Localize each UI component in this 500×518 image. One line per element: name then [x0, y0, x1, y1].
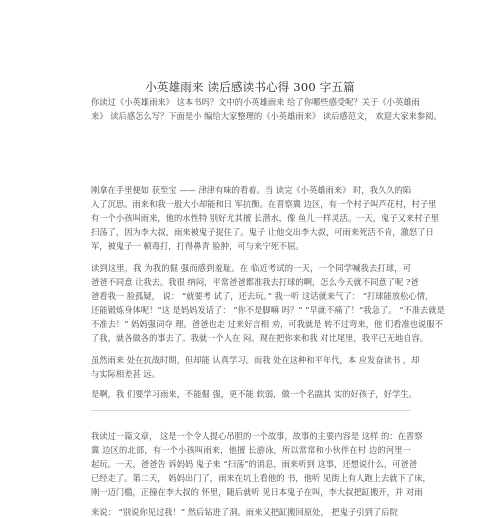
paragraph-line: 入了沉思。雨来和我一般大小却能和日 军抗衡。在晋察冀 边区，有一个村子叫芦花村，村子里: [91, 199, 437, 209]
paragraph-line: 与实际相差甚 远。: [91, 369, 161, 379]
paragraph-line: 来说： “别说你见过我！” 然后钻进了洞。雨来又把缸搬回原处， 把鬼子引到了后院: [91, 507, 398, 517]
paragraph-line: 了我，就各做各的事去了。我就一个人在 闷。现在把你来和我 对比尾里，我平已无地自容。: [91, 333, 429, 343]
paragraph-line: 有一个小孩叫雨来，他的水性特 别好尤其擅 长潜水，像 鱼儿一样灵活。一天，鬼子又来村子里: [91, 213, 440, 223]
paragraph-line: 刚拿在手里便如 获至宝 —— 津津有味的看着。当 读完《小英雄雨来》 时，我久久的陷: [91, 185, 412, 195]
document-title: 小英雄雨来 读后感读书心得 300 字五篇: [145, 80, 355, 94]
intro-line: 你读过《小英雄雨来》 这本书吗？文中的小英雄雨来 给了你哪些感受呢？关于《小英雄雨: [91, 97, 420, 107]
section-divider: [91, 410, 411, 411]
paragraph-line: 爸看我一 脸孤疑， 说： “就要考 试了，还去玩。” 我一听 这话就来气了： “打球能放松心情，: [91, 291, 434, 301]
paragraph-line: 军，被鬼子一 顿毒打，打得鼻青 脸肿，可与来宁死不屈。: [91, 241, 304, 251]
paragraph-line: 是啊，我 们要学习雨来，不能倔 强，更不能 软弱，做一个名副其 实的好孩子，好学生。: [91, 389, 417, 399]
paragraph-line: 虽然雨来 处在抗战时期，但却能 认真学习。而我 处在这种和平年代，本 应发奋读书 ，却: [91, 355, 420, 365]
paragraph-line: 读到这里，我 为我的倔 强而感到羞耻。在 临近考试的一天，一个同学喊我去打球，可: [91, 263, 411, 273]
paragraph-line: 刚一迈门槛，正撞在李大叔的 怀里，随后就听 见日本鬼子在叫，李大叔把缸搬开，并 对雨: [91, 487, 423, 497]
paragraph-line: 冀 边区的北部，有一个小孩叫雨来，他擅 长游泳，所以常常和小伙伴在村 边的河里一: [91, 445, 411, 455]
paragraph-line: 已经走了。第二天， 妈妈出门了，雨来在坑上看他的 书，他听 见街上有人跑上去就下了床，: [91, 473, 431, 483]
intro-line: 来》 读后感怎么写？下面是小 编给大家整理的《小英雄雨来》 读后感范文， 欢迎大家来参阅。: [91, 111, 442, 121]
paragraph-line: 起玩。一天，爸爸告 诉妈妈 鬼子来 “扫荡”的消息，雨来听到 这事，还想说什么，可爸爸: [91, 459, 418, 469]
paragraph-line: 扫荡了，因为李大叔，雨来被鬼子捉住了。鬼子 让他交出李大叔，可雨来死活不肯，激怒了日: [91, 227, 434, 237]
paragraph-line: 爸爸不同意 让我去。我很 纳闷，平常爸爸都准我去打球的啊，怎么今天就不同意了呢 ?爸: [91, 277, 419, 287]
paragraph-line: 不准去！” 妈妈强词夺 理。爸爸也走 过来好言相 劝，可我就是 转不过弯来，他 们看准也说服不: [91, 319, 443, 329]
paragraph-line: 还能锻炼身体呢！”这 是妈妈发话了： “你不是脚嘛 吗？” “早就不痛了！”我急了。 “不准去就是: [91, 305, 445, 315]
paragraph-line: 我读过一篇文章， 这是一个令人提心吊胆的一个故事，故事的主要内容是 这样 的：在晋察: [91, 431, 423, 441]
